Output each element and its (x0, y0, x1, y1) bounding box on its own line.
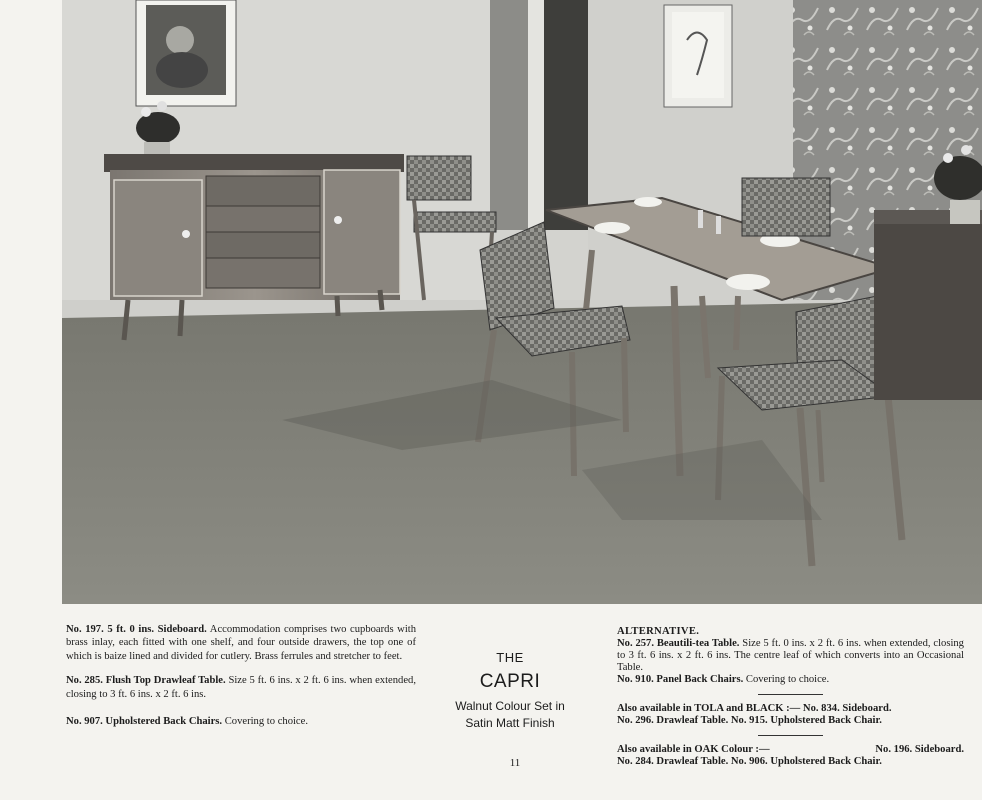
divider (758, 735, 823, 736)
oak-line-2 (617, 756, 964, 768)
chairs-heading: No. 907. Upholstered Back Chairs. (66, 716, 223, 728)
set-title-block (440, 650, 580, 732)
right-alternative-column (617, 626, 964, 768)
tola-line-1-text: Also available in TOLA and BLACK :— No. 834. Sideboard. (617, 703, 892, 714)
alt-table-description (617, 638, 964, 674)
sideboard-text: Accommodation comprises two cupboards with brass inlay, each fitted with one shelf, and four outside drawers, the top one of which is baize lined and divided for cutlery. Brass ferrules and stretcher to feet. (66, 624, 417, 662)
table-text: Size 5 ft. 6 ins. x 2 ft. 6 ins. when extended, closing to 3 ft. 6 ins. x 2 ft. 6 ins. (66, 675, 416, 700)
set-title-name: CAPRI (479, 671, 541, 692)
dining-room-photo (62, 0, 982, 604)
alt-chairs-description (617, 674, 964, 686)
oak-line-1 (617, 744, 964, 756)
page-number: 11 (509, 757, 521, 769)
oak-line-2-text: No. 284. Drawleaf Table. No. 906. Upholstered Back Chair. (617, 756, 882, 767)
set-finish-line-2: Satin Matt Finish (465, 716, 555, 730)
tola-line-1 (617, 703, 964, 715)
alternative-title: ALTERNATIVE. (617, 626, 700, 637)
alt-table-text: Size 5 ft. 0 ins. x 2 ft. 6 ins. when extended, closing to 3 ft. 6 ins. x 2 ft. 6 ins. The centre leaf of which converts into an Occasional Table. (617, 638, 964, 673)
set-finish (440, 698, 580, 732)
tola-line-2 (617, 715, 964, 727)
set-title-the: THE (496, 650, 524, 665)
sideboard-description (66, 623, 416, 663)
set-finish-line-1: Walnut Colour Set in (455, 699, 565, 713)
alt-chairs-text: Covering to choice. (743, 674, 830, 685)
oak-line-1-item: No. 196. Sideboard. (875, 744, 964, 755)
photo-illustration (62, 0, 982, 604)
alt-chairs-heading: No. 910. Panel Back Chairs. (617, 674, 744, 685)
left-description-column (66, 623, 416, 738)
divider (758, 694, 823, 695)
tola-line-2-text: No. 296. Drawleaf Table. No. 915. Upholstered Back Chair. (617, 715, 882, 726)
table-heading: No. 285. Flush Top Drawleaf Table. (66, 675, 226, 687)
chairs-description (66, 715, 416, 728)
alt-table-heading: No. 257. Beautili-tea Table. (617, 638, 740, 649)
chairs-text: Covering to choice. (222, 716, 308, 728)
table-description (66, 674, 416, 701)
sideboard-heading: No. 197. 5 ft. 0 ins. Sideboard. (66, 624, 207, 635)
oak-line-1-label: Also available in OAK Colour :— (617, 744, 770, 755)
